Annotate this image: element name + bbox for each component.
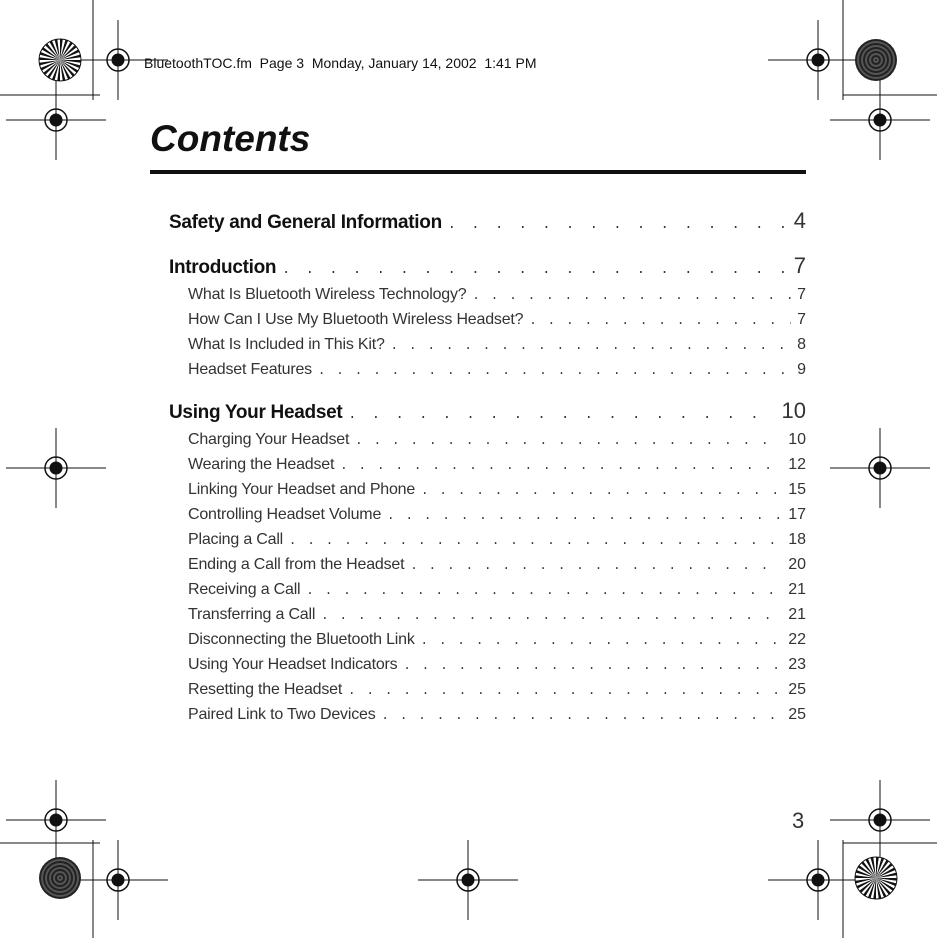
- print-header: BluetoothTOC.fm Page 3 Monday, January 14, 2002 1:41 PM: [144, 55, 537, 71]
- toc-subentry-page: 7: [797, 286, 806, 303]
- title-rule: [150, 170, 806, 174]
- dot-leader: [282, 262, 788, 277]
- registration-mark-icon: [830, 780, 930, 860]
- toc-subentry-page: 20: [788, 556, 806, 573]
- dot-leader: [421, 483, 782, 497]
- toc-subentry[interactable]: [169, 361, 806, 386]
- toc-subentry-page: 25: [788, 706, 806, 723]
- dot-leader: [410, 558, 782, 572]
- toc-entry-page: 10: [781, 398, 806, 423]
- starburst-target-icon: [855, 857, 897, 899]
- dot-leader: [529, 313, 791, 327]
- toc-section: [169, 208, 806, 241]
- toc-subentry-page: 21: [788, 606, 806, 623]
- toc-subentry-title: Transferring a Call: [188, 606, 316, 623]
- toc-subentry-title: Charging Your Headset: [188, 431, 350, 448]
- dot-leader: [306, 583, 782, 597]
- toc-section: [169, 398, 806, 731]
- toc-subentry-title: Wearing the Headset: [188, 456, 335, 473]
- page-number: 3: [792, 808, 805, 833]
- toc-entry[interactable]: [169, 398, 806, 431]
- dot-leader: [318, 363, 791, 377]
- toc-subentry-page: 23: [788, 656, 806, 673]
- toc-subentry[interactable]: [169, 706, 806, 731]
- toc-subentry[interactable]: [169, 531, 806, 556]
- toc-subentry-page: 22: [788, 631, 806, 648]
- dot-leader: [387, 508, 782, 522]
- toc-subentry[interactable]: [169, 631, 806, 656]
- toc-subentry[interactable]: [169, 656, 806, 681]
- toc-entry-title: Safety and General Information: [169, 212, 442, 233]
- toc-subentry-page: 10: [788, 431, 806, 448]
- dot-leader: [403, 658, 782, 672]
- toc-entry[interactable]: [169, 208, 806, 241]
- dot-leader: [348, 407, 775, 422]
- registration-mark-icon: [830, 80, 930, 160]
- dot-leader: [355, 433, 782, 447]
- toc-subentry-title: Receiving a Call: [188, 581, 301, 598]
- toc-entry-page: 7: [793, 253, 806, 278]
- toc-subentry-page: 8: [797, 336, 806, 353]
- registration-mark-icon: [6, 80, 106, 160]
- toc-subentry-title: Linking Your Headset and Phone: [188, 481, 416, 498]
- toc-subentry[interactable]: [169, 431, 806, 456]
- toc-subentry-title: Controlling Headset Volume: [188, 506, 382, 523]
- toc-subentry-page: 18: [788, 531, 806, 548]
- registration-mark-icon: [768, 840, 868, 920]
- dot-leader: [382, 708, 783, 722]
- toc-subentry[interactable]: [169, 311, 806, 336]
- toc-subentry-page: 7: [797, 311, 806, 328]
- toc-subentry-page: 15: [788, 481, 806, 498]
- toc-subentry-title: What Is Included in This Kit?: [188, 336, 385, 353]
- toc-subentry-title: Ending a Call from the Headset: [188, 556, 405, 573]
- ring-target-icon: [39, 857, 81, 899]
- registration-mark-icon: [830, 428, 930, 508]
- toc-subentry[interactable]: [169, 506, 806, 531]
- dot-leader: [472, 288, 791, 302]
- toc-subentry-title: Resetting the Headset: [188, 681, 343, 698]
- page-title: Contents: [150, 118, 311, 159]
- table-of-contents: [169, 208, 806, 743]
- toc-subentry[interactable]: [169, 456, 806, 481]
- registration-mark-icon: [6, 428, 106, 508]
- toc-subentry-title: Headset Features: [188, 361, 312, 378]
- toc-subentry-title: Using Your Headset Indicators: [188, 656, 398, 673]
- registration-mark-icon: [768, 20, 868, 100]
- dot-leader: [289, 533, 782, 547]
- toc-subentry[interactable]: [169, 556, 806, 581]
- toc-subentry[interactable]: [169, 681, 806, 706]
- toc-subentry[interactable]: [169, 286, 806, 311]
- registration-mark-icon: [418, 840, 518, 920]
- toc-subentry[interactable]: [169, 481, 806, 506]
- dot-leader: [321, 608, 782, 622]
- toc-entry-page: 4: [793, 208, 806, 233]
- toc-subentry[interactable]: [169, 606, 806, 631]
- toc-subentry-page: 25: [788, 681, 806, 698]
- dot-leader: [348, 683, 782, 697]
- registration-mark-icon: [68, 840, 168, 920]
- toc-subentry-page: 21: [788, 581, 806, 598]
- dot-leader: [421, 633, 783, 647]
- dot-leader: [391, 338, 791, 352]
- toc-subentry[interactable]: [169, 581, 806, 606]
- toc-subentry-page: 12: [788, 456, 806, 473]
- toc-subentry-title: What Is Bluetooth Wireless Technology?: [188, 286, 467, 303]
- toc-entry-title: Introduction: [169, 257, 277, 278]
- registration-mark-icon: [6, 780, 106, 860]
- toc-subentry-title: How Can I Use My Bluetooth Wireless Headset?: [188, 311, 524, 328]
- toc-subentry-page: 17: [788, 506, 806, 523]
- ring-target-icon: [855, 39, 897, 81]
- toc-subentry-title: Disconnecting the Bluetooth Link: [188, 631, 415, 648]
- toc-subentry-page: 9: [797, 361, 806, 378]
- toc-entry-title: Using Your Headset: [169, 402, 343, 423]
- toc-subentry-title: Placing a Call: [188, 531, 284, 548]
- dot-leader: [340, 458, 782, 472]
- toc-entry[interactable]: [169, 253, 806, 286]
- toc-subentry-title: Paired Link to Two Devices: [188, 706, 376, 723]
- toc-section: [169, 253, 806, 386]
- toc-subentry[interactable]: [169, 336, 806, 361]
- starburst-target-icon: [39, 39, 81, 81]
- dot-leader: [448, 217, 788, 232]
